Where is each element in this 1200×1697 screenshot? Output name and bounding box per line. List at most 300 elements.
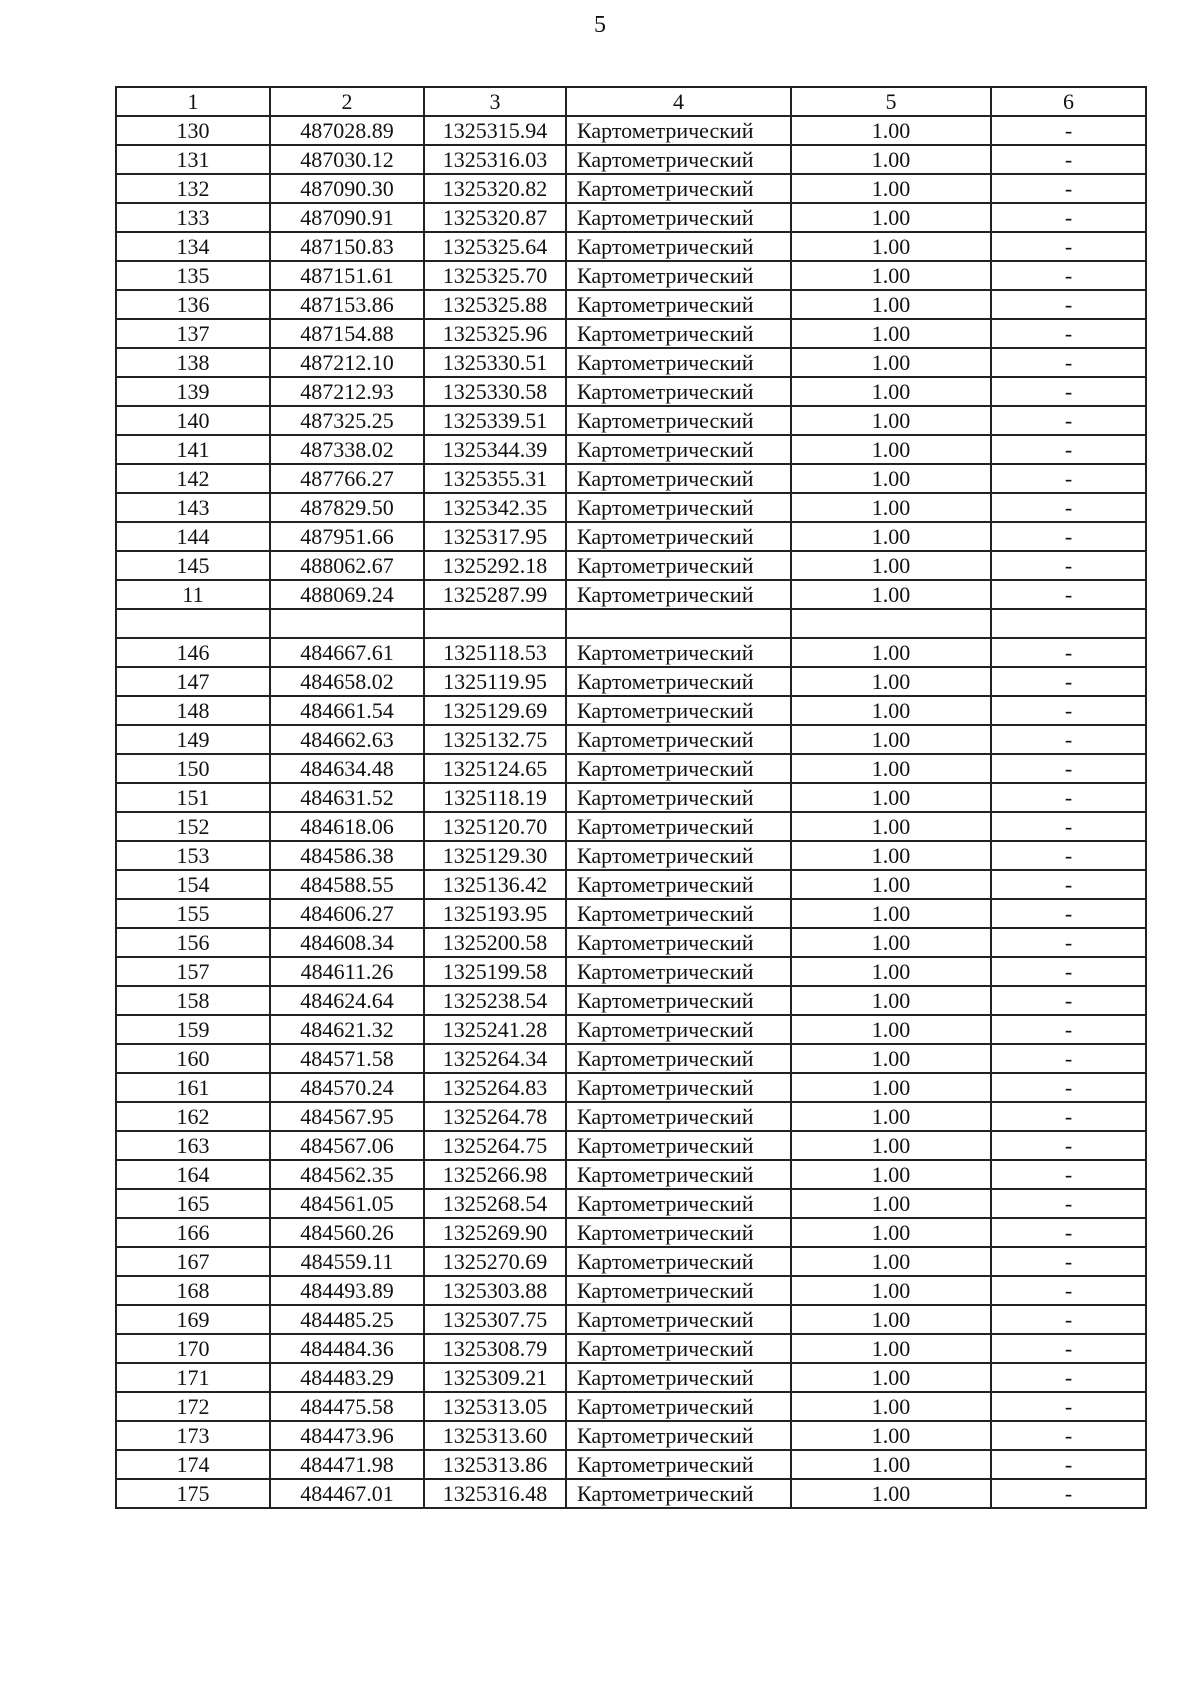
x-coordinate-cell: 484662.63 (270, 725, 424, 754)
accuracy-cell: 1.00 (791, 319, 991, 348)
method-cell: Картометрический (566, 377, 791, 406)
point-number-cell: 168 (116, 1276, 270, 1305)
description-cell: - (991, 1189, 1146, 1218)
accuracy-cell: 1.00 (791, 812, 991, 841)
y-coordinate-cell: 1325308.79 (424, 1334, 566, 1363)
accuracy-cell: 1.00 (791, 1218, 991, 1247)
description-cell: - (991, 290, 1146, 319)
table-row (116, 377, 1146, 406)
y-coordinate-cell: 1325120.70 (424, 812, 566, 841)
point-number-cell: 131 (116, 145, 270, 174)
y-coordinate-cell: 1325136.42 (424, 870, 566, 899)
method-cell: Картометрический (566, 1450, 791, 1479)
table-row (116, 783, 1146, 812)
table-row (116, 1305, 1146, 1334)
description-cell: - (991, 377, 1146, 406)
y-coordinate-cell: 1325238.54 (424, 986, 566, 1015)
method-cell: Картометрический (566, 1363, 791, 1392)
point-number-cell: 147 (116, 667, 270, 696)
x-coordinate-cell: 484611.26 (270, 957, 424, 986)
description-cell: - (991, 1334, 1146, 1363)
point-number-cell: 138 (116, 348, 270, 377)
method-cell: Картометрический (566, 522, 791, 551)
y-coordinate-cell: 1325315.94 (424, 116, 566, 145)
x-coordinate-cell: 488062.67 (270, 551, 424, 580)
x-coordinate-cell: 484571.58 (270, 1044, 424, 1073)
method-cell: Картометрический (566, 435, 791, 464)
method-cell: Картометрический (566, 232, 791, 261)
table-row (116, 1247, 1146, 1276)
x-coordinate-cell: 487766.27 (270, 464, 424, 493)
accuracy-cell: 1.00 (791, 928, 991, 957)
accuracy-cell: 1.00 (791, 145, 991, 174)
accuracy-cell: 1.00 (791, 1305, 991, 1334)
accuracy-cell: 1.00 (791, 1189, 991, 1218)
header-cell-5: 5 (791, 87, 991, 116)
description-cell: - (991, 1421, 1146, 1450)
x-coordinate-cell: 484473.96 (270, 1421, 424, 1450)
table-row (116, 870, 1146, 899)
method-cell: Картометрический (566, 551, 791, 580)
accuracy-cell: 1.00 (791, 377, 991, 406)
table-row (116, 145, 1146, 174)
table-row (116, 1421, 1146, 1450)
table-row (116, 1015, 1146, 1044)
accuracy-cell: 1.00 (791, 232, 991, 261)
x-coordinate-cell: 484586.38 (270, 841, 424, 870)
accuracy-cell: 1.00 (791, 667, 991, 696)
x-coordinate-cell: 487151.61 (270, 261, 424, 290)
x-coordinate-cell: 484567.06 (270, 1131, 424, 1160)
method-cell: Картометрический (566, 1247, 791, 1276)
y-coordinate-cell: 1325119.95 (424, 667, 566, 696)
description-cell: - (991, 174, 1146, 203)
description-cell: - (991, 1073, 1146, 1102)
table-row (116, 116, 1146, 145)
x-coordinate-cell: 484631.52 (270, 783, 424, 812)
accuracy-cell: 1.00 (791, 406, 991, 435)
accuracy-cell: 1.00 (791, 1160, 991, 1189)
y-coordinate-cell: 1325339.51 (424, 406, 566, 435)
table-row (116, 522, 1146, 551)
accuracy-cell: 1.00 (791, 1102, 991, 1131)
description-cell: - (991, 261, 1146, 290)
x-coordinate-cell: 488069.24 (270, 580, 424, 609)
y-coordinate-cell: 1325269.90 (424, 1218, 566, 1247)
y-coordinate-cell: 1325287.99 (424, 580, 566, 609)
point-number-cell (116, 609, 270, 638)
accuracy-cell: 1.00 (791, 841, 991, 870)
method-cell: Картометрический (566, 1189, 791, 1218)
y-coordinate-cell: 1325264.34 (424, 1044, 566, 1073)
method-cell: Картометрический (566, 667, 791, 696)
table-row (116, 203, 1146, 232)
accuracy-cell: 1.00 (791, 580, 991, 609)
point-number-cell: 145 (116, 551, 270, 580)
y-coordinate-cell: 1325303.88 (424, 1276, 566, 1305)
table-row (116, 841, 1146, 870)
method-cell: Картометрический (566, 1479, 791, 1508)
accuracy-cell: 1.00 (791, 638, 991, 667)
method-cell: Картометрический (566, 783, 791, 812)
description-cell: - (991, 319, 1146, 348)
description-cell (991, 609, 1146, 638)
method-cell: Картометрический (566, 1305, 791, 1334)
accuracy-cell: 1.00 (791, 1334, 991, 1363)
accuracy-cell: 1.00 (791, 1450, 991, 1479)
y-coordinate-cell: 1325342.35 (424, 493, 566, 522)
accuracy-cell: 1.00 (791, 696, 991, 725)
point-number-cell: 175 (116, 1479, 270, 1508)
x-coordinate-cell: 487153.86 (270, 290, 424, 319)
x-coordinate-cell: 484559.11 (270, 1247, 424, 1276)
point-number-cell: 132 (116, 174, 270, 203)
y-coordinate-cell: 1325270.69 (424, 1247, 566, 1276)
y-coordinate-cell: 1325264.78 (424, 1102, 566, 1131)
table-row (116, 1218, 1146, 1247)
y-coordinate-cell: 1325325.96 (424, 319, 566, 348)
table-row (116, 261, 1146, 290)
method-cell: Картометрический (566, 928, 791, 957)
accuracy-cell: 1.00 (791, 1276, 991, 1305)
x-coordinate-cell: 484483.29 (270, 1363, 424, 1392)
table-row (116, 464, 1146, 493)
description-cell: - (991, 1015, 1146, 1044)
description-cell: - (991, 638, 1146, 667)
y-coordinate-cell: 1325309.21 (424, 1363, 566, 1392)
x-coordinate-cell: 487212.10 (270, 348, 424, 377)
method-cell: Картометрический (566, 261, 791, 290)
accuracy-cell: 1.00 (791, 174, 991, 203)
x-coordinate-cell: 484667.61 (270, 638, 424, 667)
x-coordinate-cell: 484570.24 (270, 1073, 424, 1102)
accuracy-cell: 1.00 (791, 899, 991, 928)
description-cell: - (991, 1392, 1146, 1421)
header-cell-4: 4 (566, 87, 791, 116)
description-cell: - (991, 841, 1146, 870)
y-coordinate-cell: 1325129.30 (424, 841, 566, 870)
table-row (116, 667, 1146, 696)
point-number-cell: 139 (116, 377, 270, 406)
accuracy-cell: 1.00 (791, 1421, 991, 1450)
table-row (116, 1276, 1146, 1305)
description-cell: - (991, 203, 1146, 232)
accuracy-cell: 1.00 (791, 1479, 991, 1508)
method-cell: Картометрический (566, 957, 791, 986)
x-coordinate-cell: 484624.64 (270, 986, 424, 1015)
y-coordinate-cell: 1325316.48 (424, 1479, 566, 1508)
y-coordinate-cell: 1325313.86 (424, 1450, 566, 1479)
point-number-cell: 143 (116, 493, 270, 522)
description-cell: - (991, 551, 1146, 580)
accuracy-cell: 1.00 (791, 464, 991, 493)
method-cell: Картометрический (566, 1334, 791, 1363)
table-row (116, 812, 1146, 841)
page-number: 5 (594, 12, 606, 38)
table-row (116, 754, 1146, 783)
method-cell: Картометрический (566, 1015, 791, 1044)
y-coordinate-cell: 1325292.18 (424, 551, 566, 580)
table-row (116, 725, 1146, 754)
description-cell: - (991, 812, 1146, 841)
table-row (116, 406, 1146, 435)
x-coordinate-cell: 484618.06 (270, 812, 424, 841)
table-row (116, 290, 1146, 319)
point-number-cell: 137 (116, 319, 270, 348)
point-number-cell: 146 (116, 638, 270, 667)
y-coordinate-cell: 1325200.58 (424, 928, 566, 957)
point-number-cell: 142 (116, 464, 270, 493)
x-coordinate-cell: 484471.98 (270, 1450, 424, 1479)
x-coordinate-cell: 484484.36 (270, 1334, 424, 1363)
accuracy-cell: 1.00 (791, 986, 991, 1015)
description-cell: - (991, 464, 1146, 493)
point-number-cell: 154 (116, 870, 270, 899)
point-number-cell: 156 (116, 928, 270, 957)
table-row (116, 319, 1146, 348)
method-cell (566, 609, 791, 638)
table-row (116, 1044, 1146, 1073)
point-number-cell: 141 (116, 435, 270, 464)
y-coordinate-cell: 1325316.03 (424, 145, 566, 174)
y-coordinate-cell: 1325193.95 (424, 899, 566, 928)
table-row (116, 696, 1146, 725)
method-cell: Картометрический (566, 812, 791, 841)
header-cell-1: 1 (116, 87, 270, 116)
description-cell: - (991, 145, 1146, 174)
x-coordinate-cell: 484658.02 (270, 667, 424, 696)
method-cell: Картометрический (566, 899, 791, 928)
description-cell: - (991, 1276, 1146, 1305)
description-cell: - (991, 435, 1146, 464)
x-coordinate-cell: 487212.93 (270, 377, 424, 406)
table-row (116, 1131, 1146, 1160)
table-body (116, 87, 1146, 1508)
x-coordinate-cell: 484608.34 (270, 928, 424, 957)
method-cell: Картометрический (566, 1131, 791, 1160)
point-number-cell: 148 (116, 696, 270, 725)
description-cell: - (991, 1102, 1146, 1131)
x-coordinate-cell: 487325.25 (270, 406, 424, 435)
y-coordinate-cell: 1325325.70 (424, 261, 566, 290)
y-coordinate-cell: 1325320.82 (424, 174, 566, 203)
description-cell: - (991, 754, 1146, 783)
accuracy-cell: 1.00 (791, 1015, 991, 1044)
description-cell: - (991, 1247, 1146, 1276)
header-cell-3: 3 (424, 87, 566, 116)
accuracy-cell (791, 609, 991, 638)
x-coordinate-cell: 487829.50 (270, 493, 424, 522)
point-number-cell: 161 (116, 1073, 270, 1102)
table-row (116, 1479, 1146, 1508)
table-row (116, 928, 1146, 957)
description-cell: - (991, 899, 1146, 928)
y-coordinate-cell: 1325307.75 (424, 1305, 566, 1334)
accuracy-cell: 1.00 (791, 290, 991, 319)
table-row (116, 1073, 1146, 1102)
point-number-cell: 166 (116, 1218, 270, 1247)
y-coordinate-cell: 1325118.53 (424, 638, 566, 667)
header-cell-2: 2 (270, 87, 424, 116)
description-cell: - (991, 696, 1146, 725)
point-number-cell: 159 (116, 1015, 270, 1044)
x-coordinate-cell: 487028.89 (270, 116, 424, 145)
table-row (116, 609, 1146, 638)
description-cell: - (991, 522, 1146, 551)
accuracy-cell: 1.00 (791, 1044, 991, 1073)
y-coordinate-cell (424, 609, 566, 638)
point-number-cell: 150 (116, 754, 270, 783)
point-number-cell: 151 (116, 783, 270, 812)
table-row (116, 899, 1146, 928)
x-coordinate-cell: 484634.48 (270, 754, 424, 783)
method-cell: Картометрический (566, 1044, 791, 1073)
y-coordinate-cell: 1325325.64 (424, 232, 566, 261)
description-cell: - (991, 1131, 1146, 1160)
accuracy-cell: 1.00 (791, 435, 991, 464)
table-row (116, 435, 1146, 464)
description-cell: - (991, 348, 1146, 377)
accuracy-cell: 1.00 (791, 1131, 991, 1160)
method-cell: Картометрический (566, 1160, 791, 1189)
method-cell: Картометрический (566, 406, 791, 435)
y-coordinate-cell: 1325325.88 (424, 290, 566, 319)
method-cell: Картометрический (566, 1421, 791, 1450)
point-number-cell: 169 (116, 1305, 270, 1334)
accuracy-cell: 1.00 (791, 348, 991, 377)
point-number-cell: 130 (116, 116, 270, 145)
method-cell: Картометрический (566, 203, 791, 232)
description-cell: - (991, 232, 1146, 261)
point-number-cell: 167 (116, 1247, 270, 1276)
y-coordinate-cell: 1325241.28 (424, 1015, 566, 1044)
accuracy-cell: 1.00 (791, 783, 991, 812)
method-cell: Картометрический (566, 1073, 791, 1102)
method-cell: Картометрический (566, 870, 791, 899)
y-coordinate-cell: 1325264.75 (424, 1131, 566, 1160)
description-cell: - (991, 406, 1146, 435)
point-number-cell: 162 (116, 1102, 270, 1131)
method-cell: Картометрический (566, 290, 791, 319)
point-number-cell: 170 (116, 1334, 270, 1363)
table-row (116, 1160, 1146, 1189)
description-cell: - (991, 667, 1146, 696)
y-coordinate-cell: 1325199.58 (424, 957, 566, 986)
point-number-cell: 173 (116, 1421, 270, 1450)
point-number-cell: 144 (116, 522, 270, 551)
description-cell: - (991, 1160, 1146, 1189)
method-cell: Картометрический (566, 580, 791, 609)
x-coordinate-cell: 484606.27 (270, 899, 424, 928)
x-coordinate-cell: 484588.55 (270, 870, 424, 899)
point-number-cell: 163 (116, 1131, 270, 1160)
description-cell: - (991, 783, 1146, 812)
table-row (116, 1450, 1146, 1479)
method-cell: Картометрический (566, 638, 791, 667)
table-row (116, 551, 1146, 580)
y-coordinate-cell: 1325118.19 (424, 783, 566, 812)
y-coordinate-cell: 1325313.60 (424, 1421, 566, 1450)
method-cell: Картометрический (566, 986, 791, 1015)
description-cell: - (991, 957, 1146, 986)
point-number-cell: 164 (116, 1160, 270, 1189)
point-number-cell: 136 (116, 290, 270, 319)
description-cell: - (991, 870, 1146, 899)
table-row (116, 580, 1146, 609)
y-coordinate-cell: 1325313.05 (424, 1392, 566, 1421)
x-coordinate-cell: 484567.95 (270, 1102, 424, 1131)
description-cell: - (991, 725, 1146, 754)
y-coordinate-cell: 1325330.58 (424, 377, 566, 406)
accuracy-cell: 1.00 (791, 261, 991, 290)
y-coordinate-cell: 1325320.87 (424, 203, 566, 232)
accuracy-cell: 1.00 (791, 1247, 991, 1276)
x-coordinate-cell: 484467.01 (270, 1479, 424, 1508)
method-cell: Картометрический (566, 1218, 791, 1247)
table-row (116, 957, 1146, 986)
point-number-cell: 157 (116, 957, 270, 986)
table-row (116, 232, 1146, 261)
point-number-cell: 11 (116, 580, 270, 609)
x-coordinate-cell (270, 609, 424, 638)
point-number-cell: 160 (116, 1044, 270, 1073)
y-coordinate-cell: 1325344.39 (424, 435, 566, 464)
method-cell: Картометрический (566, 116, 791, 145)
x-coordinate-cell: 484621.32 (270, 1015, 424, 1044)
point-number-cell: 158 (116, 986, 270, 1015)
point-number-cell: 172 (116, 1392, 270, 1421)
method-cell: Картометрический (566, 725, 791, 754)
y-coordinate-cell: 1325355.31 (424, 464, 566, 493)
description-cell: - (991, 1479, 1146, 1508)
accuracy-cell: 1.00 (791, 754, 991, 783)
y-coordinate-cell: 1325129.69 (424, 696, 566, 725)
method-cell: Картометрический (566, 348, 791, 377)
method-cell: Картометрический (566, 696, 791, 725)
description-cell: - (991, 116, 1146, 145)
table-row (116, 174, 1146, 203)
x-coordinate-cell: 484561.05 (270, 1189, 424, 1218)
point-number-cell: 140 (116, 406, 270, 435)
method-cell: Картометрический (566, 493, 791, 522)
table-row (116, 1334, 1146, 1363)
description-cell: - (991, 1363, 1146, 1392)
header-cell-6: 6 (991, 87, 1146, 116)
table-row (116, 986, 1146, 1015)
x-coordinate-cell: 487154.88 (270, 319, 424, 348)
point-number-cell: 153 (116, 841, 270, 870)
table-row (116, 348, 1146, 377)
x-coordinate-cell: 484560.26 (270, 1218, 424, 1247)
description-cell: - (991, 928, 1146, 957)
x-coordinate-cell: 484562.35 (270, 1160, 424, 1189)
accuracy-cell: 1.00 (791, 522, 991, 551)
point-number-cell: 171 (116, 1363, 270, 1392)
x-coordinate-cell: 487951.66 (270, 522, 424, 551)
point-number-cell: 152 (116, 812, 270, 841)
accuracy-cell: 1.00 (791, 493, 991, 522)
accuracy-cell: 1.00 (791, 1392, 991, 1421)
table-row (116, 1102, 1146, 1131)
point-number-cell: 155 (116, 899, 270, 928)
accuracy-cell: 1.00 (791, 203, 991, 232)
method-cell: Картометрический (566, 754, 791, 783)
table-row (116, 638, 1146, 667)
y-coordinate-cell: 1325330.51 (424, 348, 566, 377)
y-coordinate-cell: 1325266.98 (424, 1160, 566, 1189)
method-cell: Картометрический (566, 1392, 791, 1421)
accuracy-cell: 1.00 (791, 725, 991, 754)
